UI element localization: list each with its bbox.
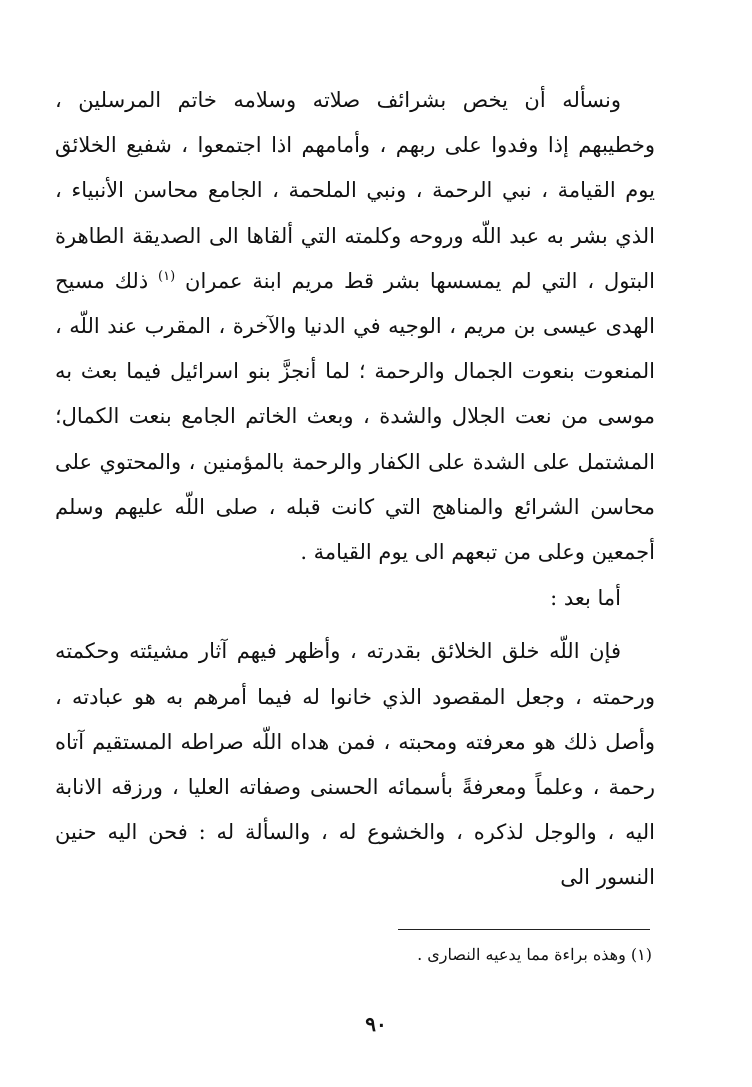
paragraph-1-part-a: ونسأله أن يخص بشرائف صلاته وسلامه خاتم المرسلين ، وخطيبهم إذا وفدوا على ربهم ، وأمامهم اذا اجتمعوا ، شفيع الخلائق يوم القيامة ، نبي الرحمة ، ونبي الملحمة ، الجامع محاسن الأنبياء ، الذي بشر به عبد اللّه وروحه وكلمته التي ألقاها الى الصديقة الطاهرة البتول ، التي لم يمسسها بشر قط مريم ابنة عمران	[55, 88, 655, 293]
footnote: (١) وهذه براءة مما يدعيه النصارى .	[417, 945, 652, 964]
footnote-divider	[398, 929, 650, 930]
paragraph-2: فإن اللّه خلق الخلائق بقدرته ، وأظهر فيهم آثار مشيئته وحكمته ورحمته ، وجعل المقصود الذي خانوا له فيما أمرهم به هو عبادته ، وأصل ذلك هو معرفته ومحبته ، فمن هداه اللّه صراطه المستقيم آتاه رحمة ، وعلماً ومعرفةً بأسمائه الحسنى وصفاته العليا ، ورزقه الانابة اليه ، والوجل لذكره ، والخشوع له ، والسألة له : فحن اليه حنين النسور الى	[55, 639, 655, 890]
page-number: ٩٠	[365, 1012, 387, 1036]
main-text	[55, 78, 655, 901]
paragraph-1-part-b: ذلك مسيح الهدى عيسى بن مريم ، الوجيه في الدنيا والآخرة ، المقرب عند اللّه ، المنعوت بنعوت الجمال والرحمة ؛ لما أنجزَّ بنو اسرائيل فيما بعث به موسى من نعت الجلال والشدة ، وبعث الخاتم الجامع بنعت الكمال؛ المشتمل على الشدة على الكفار والرحمة بالمؤمنين ، والمحتوي على محاسن الشرائع والمناهج التي كانت قبله ، صلى اللّه عليهم وسلم أجمعين وعلى من تبعهم الى يوم القيامة .	[55, 268, 655, 565]
section-heading: أما بعد :	[550, 586, 621, 611]
footnote-marker: (١)	[158, 268, 176, 284]
paragraph-1	[55, 78, 655, 575]
